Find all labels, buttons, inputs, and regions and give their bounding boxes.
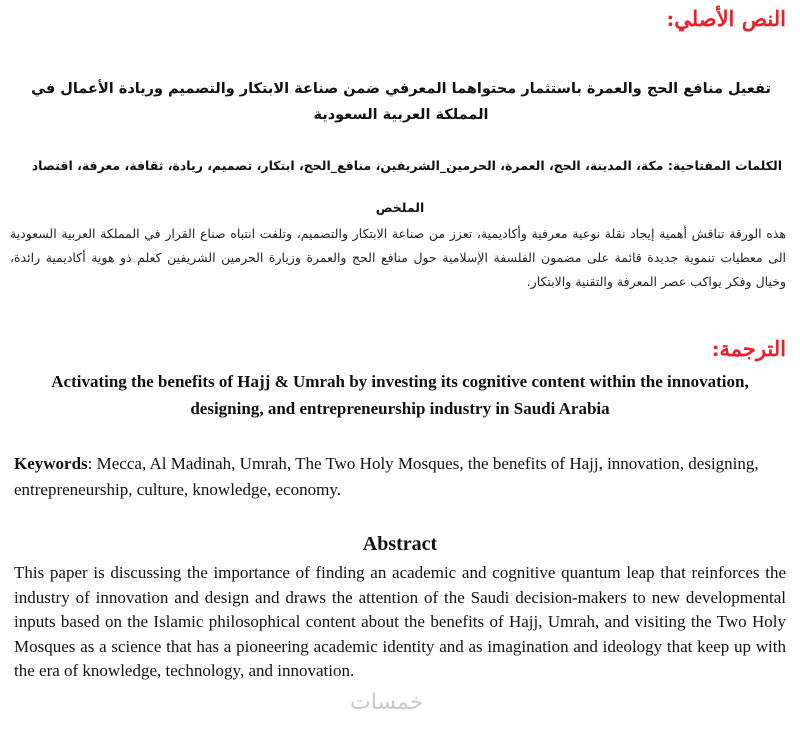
keywords-list: : Mecca, Al Madinah, Umrah, The Two Holy Mosques, the benefits of Hajj, innovation, designing, entrepreneurship, culture, knowledge, economy. [14, 454, 759, 499]
english-abstract: This paper is discussing the importance of finding an academic and cognitive quantum leap that reinforces the industry of innovation and design and draws the attention of the Saudi decision-makers to new developmental inputs based on the Islamic philosophical content about the benefits of Hajj, Umrah, and visiting the Two Holy Mosques as a science that has a pioneering academic identity and as imagination and ideology that keep up with the era of knowledge, technology, and innovation. [14, 563, 786, 680]
english-abstract-heading: Abstract [362, 533, 438, 555]
arabic-title: تفعيل منافع الحج والعمرة باستثمار محتواهما المعرفي ضمن صناعة الابتكار والتصميم وريادة الأعمال في المملكة العربية السعودية [31, 81, 771, 123]
arabic-keywords: الكلمات المفتاحية: مكة، المدينة، الحج، العمرة، الحرمين_الشريفين، منافع_الحج، ابتكار، تصميم، ريادة، ثقافة، معرفة، اقتصاد [31, 158, 782, 173]
english-keywords [14, 451, 782, 503]
keywords-label: Keywords [14, 454, 88, 473]
arabic-abstract-heading: الملخص [375, 200, 425, 215]
arabic-abstract: هذه الورقة تناقش أهمية إيجاد نقلة نوعية معرفية وأكاديمية، تعزز من صناعة الابتكار والتصميم، وتلفت انتباه صناع القرار في المملكة العربية السعودية الى معطيات تنموية جديدة قائمة على مضمون الفلسفة الإسلامية حول منافع الحج والعمرة وزيارة الحرمين الشريفين كعلم ذو هوية أكاديمية رائدة، وخيال وفكر يواكب عصر المعرفة والتقنية والابتكار. [10, 226, 786, 289]
translation-label: الترجمة: [711, 336, 786, 361]
watermark-logo: خمسات [350, 690, 424, 715]
english-title: Activating the benefits of Hajj & Umrah by investing its cognitive content within the innovation, designing, and entrepreneurship industry in Saudi Arabia [51, 372, 749, 418]
original-text-label: النص الأصلي: [666, 6, 786, 31]
